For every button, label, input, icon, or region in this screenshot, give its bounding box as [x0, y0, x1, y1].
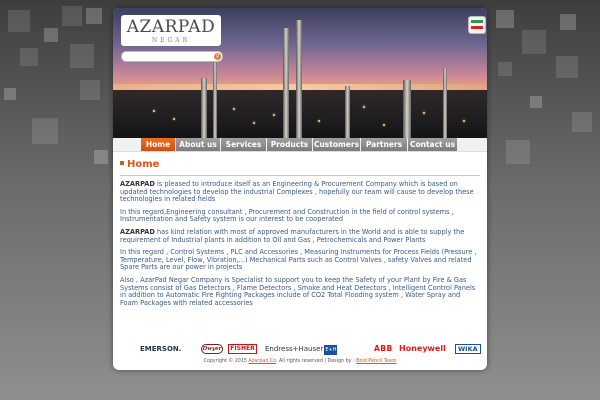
bg-decor: [94, 150, 108, 164]
language-flag-icon[interactable]: [468, 16, 486, 34]
refinery-tower: [283, 28, 289, 138]
bg-decor: [4, 88, 16, 100]
engineering-paragraph: [120, 209, 480, 224]
bg-decor: [70, 44, 94, 68]
bg-decor: [44, 28, 58, 42]
eh-mark-icon: E+H: [325, 347, 337, 353]
site-logo[interactable]: [121, 15, 221, 46]
abb-logo[interactable]: ABB: [374, 344, 393, 353]
page-title-text: Home: [127, 159, 160, 170]
page-container: [113, 8, 487, 370]
nav-home[interactable]: Home: [141, 138, 175, 151]
refinery-tower: [296, 20, 302, 138]
bg-decor: [498, 62, 512, 76]
nav-about-us[interactable]: About us: [176, 138, 220, 151]
bg-decor: [62, 6, 82, 26]
paragraph-text: In this regard , Control Systems , PLC and Accessories , Measuring Instruments for Process Fields (Pressure , Temperature, Level, Flow, Vibration,...) Mechanical Parts such as Control Valves , safety Valves and related Spare Parts are our power in projects: [120, 248, 477, 272]
footer: [113, 359, 487, 365]
plant-light: [383, 124, 385, 126]
title-bullet-icon: [120, 161, 124, 165]
main-content: [120, 159, 480, 312]
company-name: AZARPAD: [120, 227, 155, 236]
bg-decor: [8, 10, 30, 32]
paragraph-text: is pleased to introduce itself as an Engineering & Procurement Company which is based on updated technologies to develop the industrial Complexes , hopefully our team will cause to develop these technologies in related fields: [120, 180, 474, 204]
relations-paragraph: [120, 229, 480, 244]
refinery-tower: [213, 62, 217, 138]
logo-sub-text: NEGAR: [151, 37, 191, 44]
bg-decor: [80, 80, 100, 100]
banner-refinery: [113, 90, 487, 138]
plant-light: [463, 120, 465, 122]
paragraph-text: In this regard,Engineering consultant , Procurement and Construction in the field of control systems , Instrumentation and Safety system is our interest to be cooperated: [120, 207, 454, 224]
nav-partners[interactable]: Partners: [361, 138, 407, 151]
bg-decor: [20, 48, 38, 66]
bg-decor: [530, 96, 542, 108]
bg-decor: [572, 112, 592, 132]
wika-logo[interactable]: WIKA: [455, 344, 481, 354]
bg-decor: [496, 10, 514, 28]
main-nav: [113, 138, 487, 152]
footer-site-link[interactable]: Azarpad.Co: [248, 359, 276, 364]
footer-rights: . All rights reserved | Design by :: [275, 359, 357, 364]
emerson-logo[interactable]: EMERSON.: [140, 345, 182, 353]
plant-light: [318, 120, 320, 122]
nav-services[interactable]: Services: [221, 138, 266, 151]
fisher-logo[interactable]: FISHER: [228, 344, 257, 354]
title-divider: [120, 175, 480, 176]
nav-contact-us[interactable]: Contact us: [409, 140, 456, 149]
eh-text: Endress+Hauser: [265, 345, 324, 353]
refinery-tower: [345, 86, 350, 138]
bg-decor: [560, 14, 576, 30]
safety-paragraph: [120, 277, 480, 307]
logo-main-text: AZARPAD: [126, 17, 216, 37]
partner-logos: [140, 344, 478, 354]
plant-light: [253, 122, 255, 124]
bg-decor: [32, 118, 58, 144]
endress-hauser-logo[interactable]: [265, 344, 337, 354]
intro-paragraph: [120, 181, 480, 204]
plant-light: [363, 106, 365, 108]
refinery-tower: [403, 80, 411, 138]
plant-light: [233, 108, 235, 110]
paragraph-text: Also , AzarPad Negar Company is Specialist to support you to keep the Safety of your Plant by Fire & Gas Systems consist of Gas Detectors , Flame Detectors , Smoke and Heat Detectors , Intelligent Control Panels in addition to Automatic Fire Fighting Packages include of CO2 Total Flooding system , Water Spray and Foam Packages with related accessories: [120, 275, 476, 307]
plant-light: [153, 110, 155, 112]
bg-decor: [522, 30, 546, 54]
bg-decor: [556, 56, 578, 78]
flag-stripe: [471, 26, 483, 29]
plant-light: [173, 118, 175, 120]
search-icon[interactable]: ⚲: [215, 53, 220, 60]
dwyer-logo[interactable]: Dwyer: [202, 346, 222, 352]
search-input[interactable]: [121, 51, 223, 62]
products-paragraph: [120, 249, 480, 272]
nav-customers[interactable]: Customers: [313, 140, 360, 149]
plant-light: [423, 112, 425, 114]
refinery-tower: [201, 78, 207, 138]
honeywell-logo[interactable]: Honeywell: [399, 344, 446, 353]
plant-light: [273, 114, 275, 116]
footer-copyright: Copyright © 2015: [203, 359, 249, 364]
nav-products[interactable]: Products: [267, 138, 312, 151]
paragraph-text: has kind relation with most of approved manufacturers in the World and is able to supply the requirement of Industrial plants in addition to Oil and Gas , Petrochemicals and Power Plants: [120, 227, 465, 244]
footer-designer-link[interactable]: Bold Pencil Team: [356, 359, 397, 364]
company-name: AZARPAD: [120, 180, 155, 188]
refinery-tower: [443, 68, 447, 138]
page-title: [120, 159, 480, 171]
header-banner: [113, 8, 487, 138]
bg-decor: [506, 140, 530, 164]
bg-decor: [86, 8, 102, 24]
